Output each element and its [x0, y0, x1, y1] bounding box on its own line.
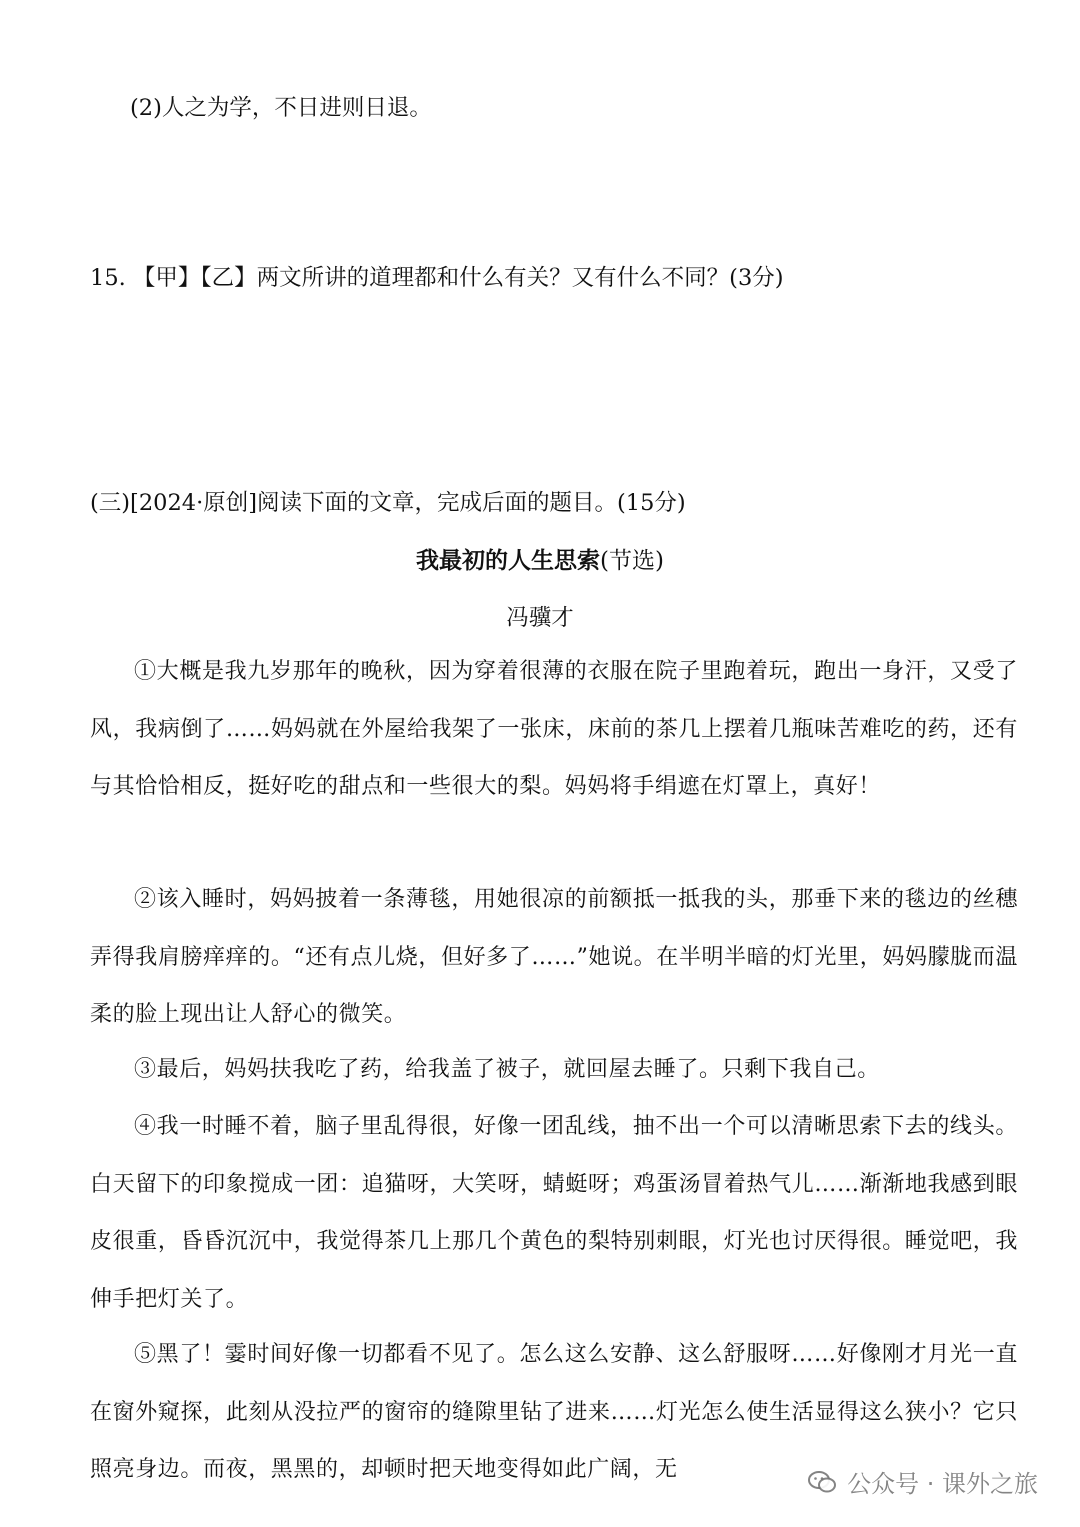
- wechat-icon: [807, 1470, 837, 1494]
- question-15: 15. 【甲】【乙】两文所讲的道理都和什么有关？又有什么不同？(3分): [90, 265, 784, 291]
- question-14-item-2: (2)人之为学，不日进则日退。: [130, 95, 432, 121]
- paragraph-1: ①大概是我九岁那年的晚秋，因为穿着很薄的衣服在院子里跑着玩，跑出一身汗，又受了风，我病倒了……妈妈就在外屋给我架了一张床，床前的茶几上摆着几瓶味苦难吃的药，还有与其恰恰相反，挺好吃的甜点和一些很大的梨。妈妈将手绢遮在灯罩上，真好！: [90, 659, 1018, 799]
- watermark-text: 公众号 · 课外之旅: [847, 1470, 1038, 1498]
- watermark: [801, 1462, 1044, 1501]
- paragraph-4: ④我一时睡不着，脑子里乱得很，好像一团乱线，抽不出一个可以清晰思索下去的线头。白天留下的印象搅成一团：追猫呀，大笑呀，蜻蜓呀；鸡蛋汤冒着热气儿……渐渐地我感到眼皮很重，昏昏沉沉中，我觉得茶几上那几个黄色的梨特别刺眼，灯光也讨厌得很。睡觉吧，我伸手把灯关了。: [90, 1114, 1018, 1312]
- article-title-suffix: (节选): [600, 548, 664, 574]
- article-title-main: 我最初的人生思索: [416, 548, 601, 574]
- article-author: 冯骥才: [506, 605, 574, 631]
- article-title: [0, 545, 1080, 577]
- paragraph-5: ⑤黑了！霎时间好像一切都看不见了。怎么这么安静、这么舒服呀……好像刚才月光一直在窗外窥探，此刻从没拉严的窗帘的缝隙里钻了进来……灯光怎么使生活显得这么狭小？它只照亮身边。而夜，黑黑的，却顿时把天地变得如此广阔，无: [90, 1342, 1018, 1482]
- section-heading: (三)[2024·原创]阅读下面的文章，完成后面的题目。(15分): [90, 490, 686, 516]
- paragraph-3: ③最后，妈妈扶我吃了药，给我盖了被子，就回屋去睡了。只剩下我自己。: [134, 1057, 880, 1082]
- paragraph-2: ②该入睡时，妈妈披着一条薄毯，用她很凉的前额抵一抵我的头，那垂下来的毯边的丝穗弄得我肩膀痒痒的。“还有点儿烧，但好多了……”她说。在半明半暗的灯光里，妈妈朦胧而温柔的脸上现出让人舒心的微笑。: [90, 887, 1018, 1027]
